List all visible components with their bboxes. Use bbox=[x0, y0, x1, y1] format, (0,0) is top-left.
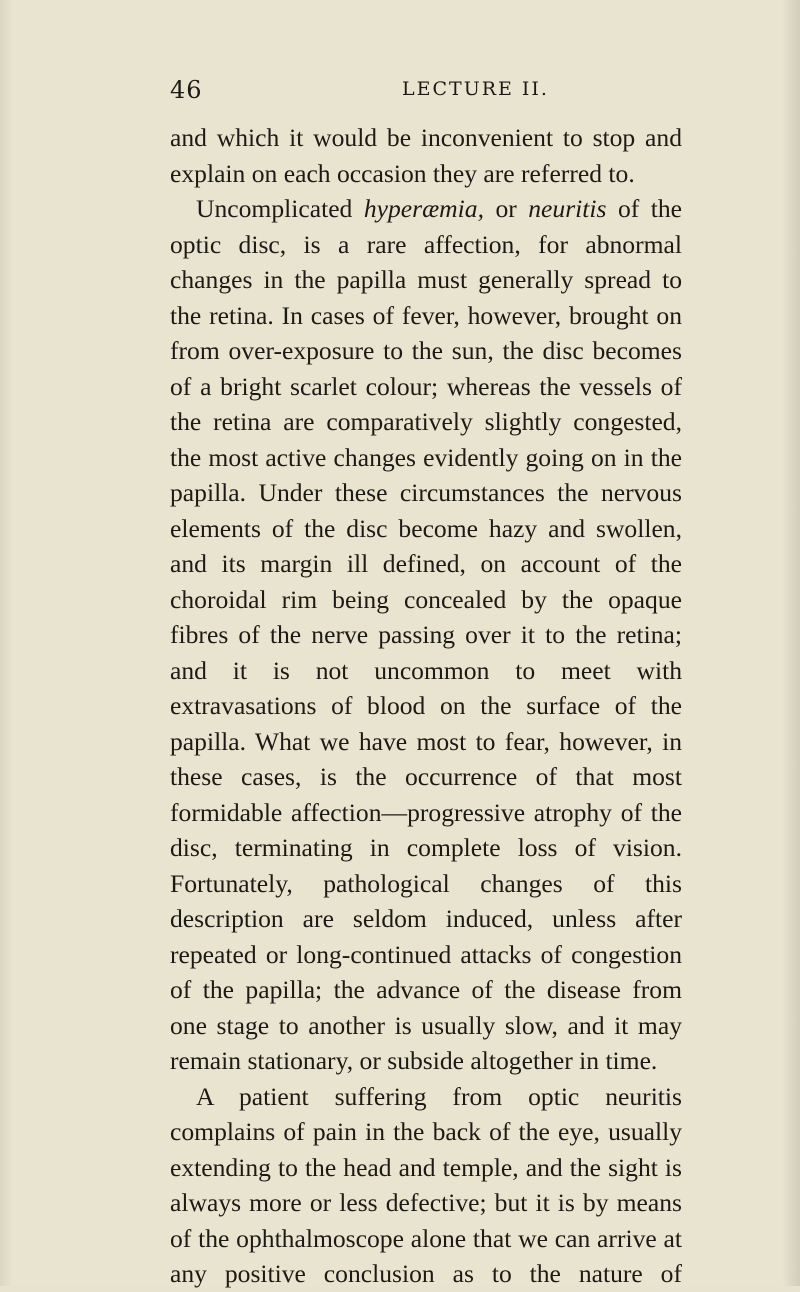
running-head bbox=[140, 76, 660, 106]
text-run: or bbox=[483, 194, 529, 223]
italic-term-hyperaemia: hyperæmia, bbox=[363, 194, 484, 223]
paragraph bbox=[170, 1079, 682, 1292]
page-number: 46 bbox=[170, 76, 203, 104]
italic-term-neuritis: neuritis bbox=[528, 194, 607, 223]
text-run: of the optic disc, is a rare affection, for abnormal changes in the papilla must generally spread to the retina. In cases of fever, however, brought on from over-exposure to the sun, the disc becomes of a bright scarlet colour; whereas the vessels of the retina are comparatively slightly congested, the most active changes evidently going on in the papilla. Under these circumstances the nervous elements of the disc become hazy and swollen, and its margin ill defined, on account of the choroidal rim being concealed by the opaque fibres of the nerve passing over it to the retina; and it is not uncommon to meet with extravasations of blood on the surface of the papilla. What we have most to fear, however, in these cases, is the occurrence of that most formidable affection—progressive atrophy of the disc, terminating in complete loss of vision. Fortunately, pathological changes of this description are seldom induced, unless after repeated or long-continued attacks of congestion of the papilla; the advance of the disease from one stage to another is usually slow, and it may remain stationary, or subside altogether in time. bbox=[170, 194, 683, 1075]
body-text bbox=[170, 120, 682, 1292]
text-run: and which it would be inconvenient to stop and explain on each occasion they are referred to. bbox=[170, 123, 682, 188]
text-run: A patient suffering from optic neuritis complains of pain in the back of the eye, usually extending to the head and temple, and the sight is always more or less defective; but it is by means of the ophthalmoscope alone that we can arrive at any positive conclusion as to the nature of bbox=[170, 1081, 682, 1288]
text-run: Uncomplicated bbox=[196, 194, 364, 223]
running-title: LECTURE II. bbox=[402, 78, 549, 100]
paragraph-continuation bbox=[170, 120, 682, 191]
paragraph bbox=[170, 191, 682, 1079]
